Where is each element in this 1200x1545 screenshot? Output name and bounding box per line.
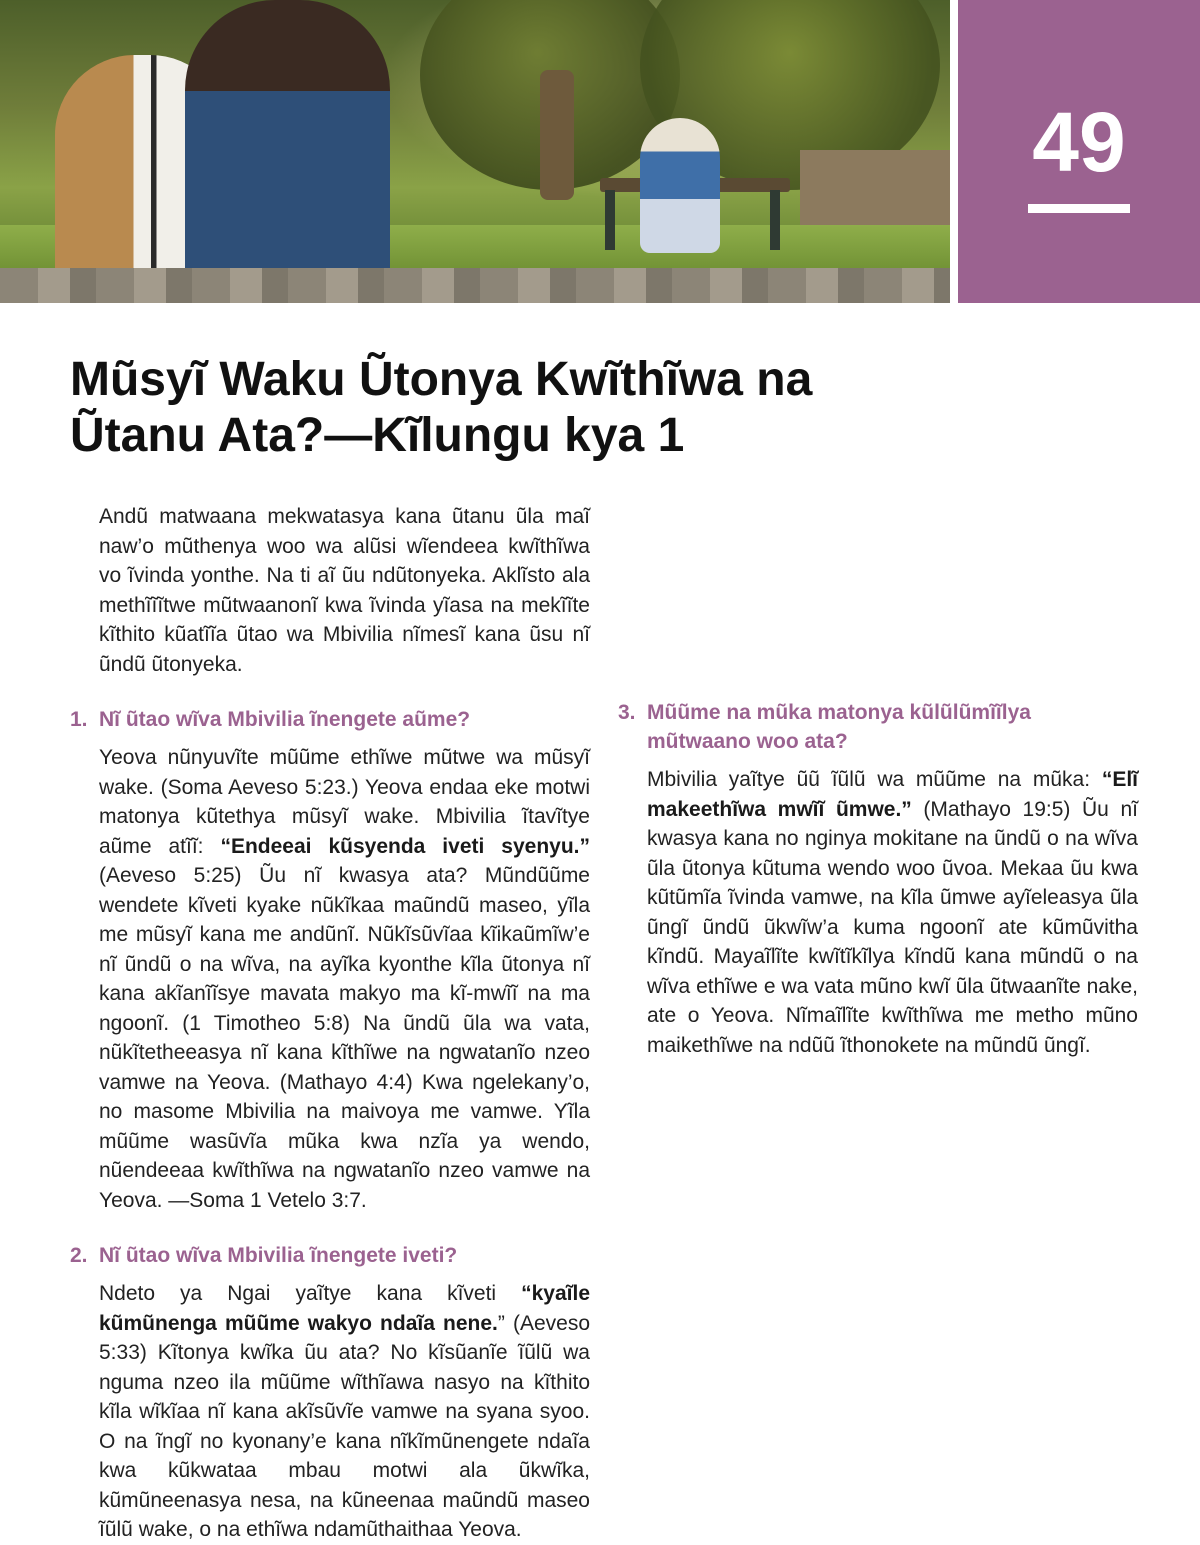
lesson-underline bbox=[1028, 204, 1130, 213]
elderly-couple-figure bbox=[640, 118, 720, 253]
bench-leg bbox=[770, 190, 780, 250]
paragraph-text: Mbivilia yaĩtye ũũ ĩũlũ wa mũũme na mũka: bbox=[647, 768, 1102, 791]
question-text: Mũũme na mũka matonya kũlũlũmĩĩlya mũtwaano woo ata? bbox=[647, 701, 1031, 753]
left-column bbox=[70, 502, 590, 1545]
scripture-quote: “Elĩ makeethĩwa mwĩĩ ũmwe.” bbox=[647, 768, 1138, 821]
question-text: Nĩ ũtao wĩva Mbivilia ĩnengete aũme? bbox=[99, 708, 471, 731]
lesson-number-badge bbox=[958, 0, 1200, 303]
hero-photo bbox=[0, 0, 950, 303]
stone-wall-foreground bbox=[0, 268, 950, 303]
intro-paragraph: Andũ matwaana mekwatasya kana ũtanu ũla maĩ naw’o mũthenya woo wa alũsi wĩendeea kwĩthĩwa vo ĩvinda yonthe. Na ti aĩ ũu ndũtonyeka. Aklĩsto ala methĩĩĩtwe mũtwaanonĩ kwa ĩvinda yĩasa na mekĩĩte kĩthito kũatĩĩa ũtao wa Mbivilia nĩmesĩ kana ũsu nĩ ũndũ ũtonyeka. bbox=[99, 505, 590, 676]
stone-wall-background bbox=[800, 150, 950, 230]
young-man-figure bbox=[185, 0, 390, 303]
lesson-number: 49 bbox=[1032, 95, 1126, 189]
paragraph-text: Yeova nũnyuvĩte mũũme ethĩwe mũtwe wa mũsyĩ wake. (Soma Aeveso 5:23.) Yeova endaa eke motwi matonya kũtethya mũsyĩ wake. Mbivilia ĩtavĩtye aũme atĩĩ: bbox=[99, 746, 590, 858]
section-1-paragraph bbox=[99, 743, 590, 1215]
question-number: 3. bbox=[618, 701, 636, 724]
question-1-heading bbox=[70, 705, 590, 734]
section-3-paragraph bbox=[647, 765, 1138, 1060]
section-2-paragraph bbox=[99, 1279, 590, 1545]
title-line-2: Ũtanu Ata?—Kĩlungu kya 1 bbox=[70, 409, 685, 462]
paragraph-text: (Aeveso 5:25) Ũu nĩ kwasya ata? Mũndũũme wendete kĩveti kyake nũkĩkaa maũndũ maseo, yĩla me mũsyĩ kana me andũnĩ. Nũkĩsũvĩaa kĩikaũmĩw’e nĩ ũndũ o na wĩva, na ayĩka kyonthe kĩla ũtonya nĩ kana akĩanĩĩsye mavata makyo ma kĩ-mwĩĩ na ma ngoonĩ. (1 Timotheo 5:8) Na ũndũ ũla wa vata, nũkĩtetheeasya nĩ kana kĩthĩwe na ngwatanĩo nzeo vamwe na Yeova. (Mathayo 4:4) Kwa ngelekany’o, no masome Mbivilia na maivoya me vamwe. Yĩla mũũme wasũvĩa mũka kwa nzĩa ya wendo, nũendeeaa kwĩthĩwa na ngwatanĩo nzeo vamwe na Yeova. —Soma 1 Vetelo 3:7. bbox=[99, 864, 590, 1212]
scripture-quote: “Endeeai kũsyenda iveti syenyu.” bbox=[220, 834, 590, 858]
question-2-heading bbox=[70, 1241, 590, 1270]
right-column bbox=[618, 502, 1138, 1060]
question-text: Nĩ ũtao wĩva Mbivilia ĩnengete iveti? bbox=[99, 1244, 458, 1267]
paragraph-text: Ndeto ya Ngai yaĩtye kana kĩveti bbox=[99, 1282, 522, 1305]
bench-leg bbox=[605, 190, 615, 250]
title-line-1: Mũsyĩ Waku Ũtonya Kwĩthĩwa na bbox=[70, 353, 813, 406]
question-3-heading bbox=[618, 698, 1138, 756]
paragraph-text: ” (Aeveso 5:33) Kĩtonya kwĩka ũu ata? No kĩsũanĩe ĩũlũ wa nguma nzeo ila mũũme wĩthĩawa nasyo na kĩthito kĩla wĩkĩaa nĩ kana akĩsũvĩe vamwe na syana syoo. O na ĩngĩ no kyonany’e kana nĩkĩmũnengete ndaĩa kwa kũkwataa mbau motwi ala ũkwĩka, kũmũneenasya nesa, na kũneenaa maũndũ maseo ĩũlũ wake, o na ethĩwa ndamũthaithaa Yeova. bbox=[99, 1311, 590, 1541]
paragraph-text: (Mathayo 19:5) Ũu nĩ kwasya kana no nginya mokitane na ũndũ o na wĩva ũla ũtonya kũtuma wendo woo ũvoa. Mekaa ũu kwa kũtũmĩa ĩvinda vamwe, na kĩla ũmwe ayĩeleasya ũla ũngĩ ũndũ ũkwĩw’a kuma ngoonĩ ate kũmũvitha kĩndũ. Mayaĩlĩte kwĩtĩkĩlya kĩndũ kana mũndũ o na wĩva ethĩwe e wa vata mũno kwĩ ũla ũtwaanĩte nake, ate o Yeova. Nĩmaĩlĩte kwĩthĩwa me metho mũno maikethĩwe na ndũũ ĩthonokete na mũndũ ũngĩ. bbox=[647, 797, 1138, 1057]
page-title bbox=[70, 352, 1130, 464]
question-number: 2. bbox=[70, 1244, 88, 1267]
question-number: 1. bbox=[70, 708, 88, 731]
tree-trunk bbox=[540, 70, 574, 200]
scripture-quote: “kyaĩle kũmũnenga mũũme wakyo ndaĩa nene. bbox=[99, 1282, 590, 1335]
